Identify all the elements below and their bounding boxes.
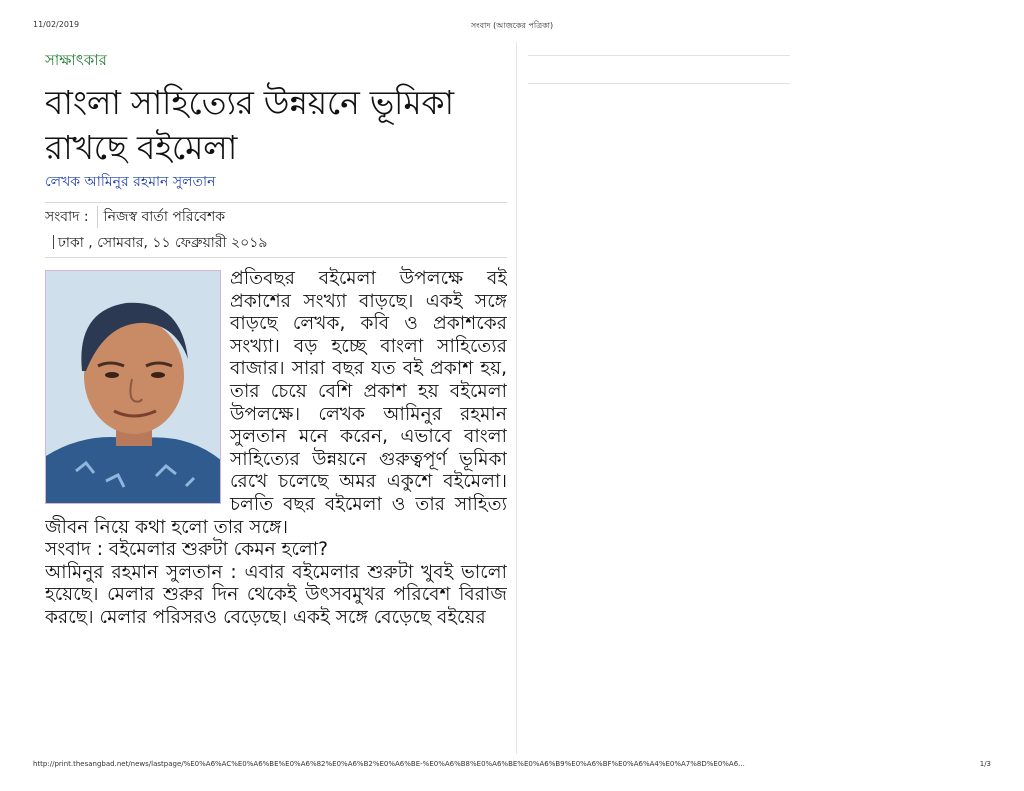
reporter-name: নিজস্ব বার্তা পরিবেশক (103, 209, 226, 225)
article (45, 50, 507, 753)
article-paragraph: আমিনুর রহমান সুলতান : এবার বইমেলার শুরুটা খুবই ভালো হয়েছে। মেলার শুরুর দিন থেকেই উৎসবমুখর পরিবেশ বিরাজ করছে। মেলার পরিসরও বেড়েছে। একই সঙ্গে বেড়েছে বইয়ের (45, 561, 507, 628)
article-paragraph: সংবাদ : বইমেলার শুরুটা কেমন হলো? (45, 539, 329, 561)
article-headline: বাংলা সাহিত্যের উন্নয়নে ভূমিকা রাখছে বইমেলা (45, 83, 454, 167)
article-paragraph: প্রতিবছর বইমেলা উপলক্ষে বই প্রকাশের সংখ্যা বাড়ছে। একই সঙ্গে বাড়ছে লেখক, কবি ও প্রকাশকের সংখ্যা। বড় হচ্ছে বাংলা সাহিত্যের বাজার। সারা বছর যত বই প্রকাশ হয়, তার চেয়ে বেশি প্রকাশ হয় বইমেলা উপলক্ষে। লেখক আমিনুর রহমান সুলতান মনে করেন, এভাবে বাংলা সাহিত্যের উন্নয়নে গুরুত্বপূর্ণ ভূমিকা রেখে চলেছে অমর একুশে বইমেলা। চলতি বছর বইমেলা ও তার সাহিত্য জীবন নিয়ে কথা হলো তার সঙ্গে। (45, 268, 507, 538)
column-divider (516, 42, 517, 754)
dateline-bar (53, 235, 54, 249)
print-footer-url[interactable]: http://print.thesangbad.net/news/lastpage/%E0%A6%AC%E0%A6%BE%E0%A6%82%E0%A6%B2%E0%A6%BE-%E0%A6%B8%E0%A6%BE%E0%A6%B9%E0%A6%BF%E0%A6%A4%E0%A7%8D%E0%A6... (33, 760, 745, 768)
article-byline[interactable]: লেখক আমিনুর রহমান সুলতান (45, 174, 216, 190)
meta-divider (45, 257, 507, 258)
source-label: সংবাদ : (45, 209, 89, 225)
sidebar-rule (528, 83, 790, 84)
print-date: 11/02/2019 (33, 20, 80, 29)
author-portrait-icon (46, 271, 221, 504)
dateline (45, 231, 507, 255)
meta-separator (97, 206, 98, 228)
print-page-number: 1/3 (979, 760, 991, 768)
article-kicker: সাক্ষাৎকার (45, 51, 107, 69)
article-body (45, 268, 507, 630)
sidebar-rule (528, 55, 790, 56)
dateline-text: ঢাকা , সোমবার, ১১ ফেব্রুয়ারী ২০১৯ (58, 235, 268, 251)
author-photo (45, 270, 221, 504)
print-header-title: সংবাদ (আজকের পত্রিকা) (470, 21, 554, 30)
source-row (45, 203, 507, 231)
